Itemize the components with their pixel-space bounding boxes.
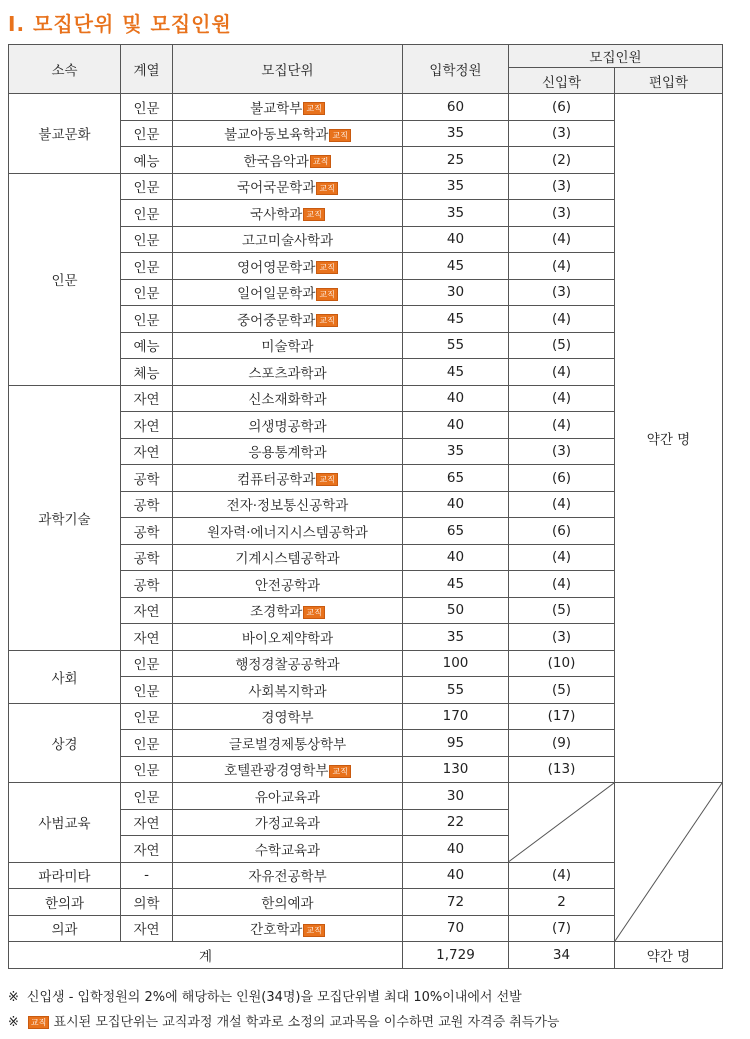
track-cell: 체능 — [121, 359, 173, 386]
unit-cell — [173, 518, 403, 545]
quota-cell: 40 — [403, 491, 509, 518]
diagonal-slash — [509, 783, 614, 862]
unit-cell — [173, 253, 403, 280]
quota-cell: 45 — [403, 359, 509, 386]
unit-cell — [173, 306, 403, 333]
quota-cell: 40 — [403, 412, 509, 439]
new-cell: (3) — [509, 624, 615, 651]
table-row — [9, 94, 723, 121]
new-cell: (4) — [509, 544, 615, 571]
transfer-cell: 약간 명 — [615, 94, 723, 783]
teaching-badge-icon: 교직 — [329, 765, 350, 778]
unit-name: 신소재화학과 — [248, 392, 327, 409]
quota-cell: 130 — [403, 756, 509, 783]
unit-name: 의생명공학과 — [248, 418, 327, 435]
new-cell: (4) — [509, 253, 615, 280]
unit-cell — [173, 438, 403, 465]
header-recruit: 모집인원 — [509, 45, 723, 68]
unit-name: 가정교육과 — [254, 816, 321, 833]
unit-name: 행정경찰공공학과 — [235, 657, 340, 674]
quota-cell: 40 — [403, 836, 509, 863]
note-2-text: 표시된 모집단위는 교직과정 개설 학과로 소정의 교과목을 이수하면 교원 자격증 취득가능 — [53, 1015, 560, 1030]
teaching-badge-icon: 교직 — [316, 182, 337, 195]
quota-cell: 95 — [403, 730, 509, 757]
quota-cell: 45 — [403, 306, 509, 333]
new-cell: 2 — [509, 889, 615, 916]
new-cell: (9) — [509, 730, 615, 757]
new-cell: (3) — [509, 120, 615, 147]
track-cell: 인문 — [121, 756, 173, 783]
quota-cell: 40 — [403, 385, 509, 412]
unit-cell — [173, 703, 403, 730]
diagonal-slash — [615, 783, 722, 941]
new-cell: (13) — [509, 756, 615, 783]
new-cell: (4) — [509, 862, 615, 889]
track-cell: 자연 — [121, 624, 173, 651]
new-cell: (2) — [509, 147, 615, 174]
unit-name: 한국음악과 — [243, 153, 309, 170]
track-cell: 인문 — [121, 94, 173, 121]
new-cell: (6) — [509, 94, 615, 121]
unit-name: 불교학부 — [250, 100, 303, 117]
teaching-badge-icon: 교직 — [28, 1016, 49, 1029]
total-row — [9, 942, 723, 969]
unit-name: 바이오제약학과 — [241, 630, 334, 647]
total-label: 계 — [9, 942, 403, 969]
new-cell: (4) — [509, 571, 615, 598]
affiliation-cell: 과학기술 — [9, 385, 121, 650]
unit-name: 경영학부 — [261, 710, 314, 727]
quota-cell: 40 — [403, 862, 509, 889]
note-mark: ※ — [8, 1015, 19, 1030]
track-cell: 인문 — [121, 253, 173, 280]
unit-cell — [173, 200, 403, 227]
recruitment-table — [8, 44, 723, 969]
track-cell: 인문 — [121, 677, 173, 704]
unit-name: 기계시스템공학과 — [235, 551, 340, 568]
unit-cell — [173, 173, 403, 200]
unit-name: 글로벌경제통상학부 — [228, 736, 347, 753]
new-cell: (3) — [509, 279, 615, 306]
affiliation-cell: 인문 — [9, 173, 121, 385]
track-cell: 예능 — [121, 147, 173, 174]
quota-cell: 65 — [403, 465, 509, 492]
unit-name: 국사학과 — [250, 206, 303, 223]
new-cell: (5) — [509, 597, 615, 624]
track-cell: 공학 — [121, 465, 173, 492]
quota-cell: 40 — [403, 544, 509, 571]
new-cell: (4) — [509, 226, 615, 253]
note-mark: ※ — [8, 990, 19, 1005]
unit-name: 중어중문학과 — [237, 312, 316, 329]
unit-name: 응용통계학과 — [248, 445, 327, 462]
total-new: 34 — [509, 942, 615, 969]
new-cell: (4) — [509, 491, 615, 518]
track-cell: 인문 — [121, 730, 173, 757]
unit-name: 국어국문학과 — [237, 180, 316, 197]
quota-cell: 30 — [403, 279, 509, 306]
new-cell: (10) — [509, 650, 615, 677]
quota-cell: 35 — [403, 173, 509, 200]
track-cell: 인문 — [121, 783, 173, 810]
teaching-badge-icon: 교직 — [303, 208, 324, 221]
new-cell: (5) — [509, 332, 615, 359]
track-cell: 인문 — [121, 306, 173, 333]
unit-name: 스포츠과학과 — [248, 365, 327, 382]
track-cell: 인문 — [121, 226, 173, 253]
teaching-badge-icon: 교직 — [303, 102, 324, 115]
table-row — [9, 783, 723, 810]
header-track: 계열 — [121, 45, 173, 94]
unit-cell — [173, 147, 403, 174]
unit-cell — [173, 783, 403, 810]
unit-cell — [173, 677, 403, 704]
page-title: I. 모집단위 및 모집인원 — [8, 12, 232, 36]
unit-name: 미술학과 — [261, 339, 314, 356]
unit-cell — [173, 120, 403, 147]
quota-cell: 65 — [403, 518, 509, 545]
header-affiliation: 소속 — [9, 45, 121, 94]
unit-cell — [173, 809, 403, 836]
quota-cell: 45 — [403, 571, 509, 598]
unit-name: 원자력·에너지시스템공학과 — [207, 524, 368, 541]
unit-cell — [173, 544, 403, 571]
note-1-text: 신입생 - 입학정원의 2%에 해당하는 인원(34명)을 모집단위별 최대 10%이내에서 선발 — [26, 990, 522, 1005]
new-cell: (4) — [509, 359, 615, 386]
unit-cell — [173, 624, 403, 651]
unit-cell — [173, 226, 403, 253]
unit-name: 컴퓨터공학과 — [237, 471, 316, 488]
track-cell: 인문 — [121, 200, 173, 227]
unit-cell — [173, 412, 403, 439]
quota-cell: 100 — [403, 650, 509, 677]
unit-name: 수학교육과 — [254, 842, 321, 859]
unit-cell — [173, 889, 403, 916]
teaching-badge-icon: 교직 — [316, 314, 337, 327]
affiliation-cell: 사회 — [9, 650, 121, 703]
track-cell: 공학 — [121, 544, 173, 571]
unit-name: 조경학과 — [250, 604, 303, 621]
unit-name: 자유전공학부 — [248, 869, 327, 886]
unit-cell — [173, 332, 403, 359]
header-quota: 입학정원 — [403, 45, 509, 94]
unit-name: 영어영문학과 — [237, 259, 316, 276]
teaching-badge-icon: 교직 — [329, 129, 350, 142]
quota-cell: 70 — [403, 915, 509, 942]
track-cell: 인문 — [121, 650, 173, 677]
quota-cell: 55 — [403, 332, 509, 359]
unit-cell — [173, 465, 403, 492]
track-cell: 인문 — [121, 173, 173, 200]
teaching-badge-icon: 교직 — [303, 606, 324, 619]
affiliation-cell: 상경 — [9, 703, 121, 783]
teaching-badge-icon: 교직 — [316, 473, 337, 486]
transfer-cell-empty — [615, 783, 723, 942]
affiliation-cell: 의과 — [9, 915, 121, 942]
unit-name: 전자·정보통신공학과 — [226, 498, 349, 515]
affiliation-cell: 파라미타 — [9, 862, 121, 889]
new-cell: (3) — [509, 200, 615, 227]
new-cell: (4) — [509, 412, 615, 439]
teaching-badge-icon: 교직 — [310, 155, 331, 168]
header-unit: 모집단위 — [173, 45, 403, 94]
note-2 — [8, 1011, 560, 1030]
track-cell: 공학 — [121, 518, 173, 545]
unit-cell — [173, 571, 403, 598]
track-cell: 예능 — [121, 332, 173, 359]
unit-cell — [173, 836, 403, 863]
new-cell: (4) — [509, 385, 615, 412]
unit-cell — [173, 279, 403, 306]
unit-cell — [173, 597, 403, 624]
teaching-badge-icon: 교직 — [316, 288, 337, 301]
total-quota: 1,729 — [403, 942, 509, 969]
quota-cell: 170 — [403, 703, 509, 730]
quota-cell: 40 — [403, 226, 509, 253]
unit-name: 일어일문학과 — [237, 286, 316, 303]
new-cell: (3) — [509, 438, 615, 465]
track-cell: 자연 — [121, 385, 173, 412]
track-cell: 인문 — [121, 120, 173, 147]
track-cell: 인문 — [121, 703, 173, 730]
track-cell: 자연 — [121, 836, 173, 863]
header-transfer: 편입학 — [615, 68, 723, 94]
unit-name: 안전공학과 — [254, 577, 321, 594]
unit-name: 불교아동보육학과 — [224, 127, 329, 144]
note-1 — [8, 986, 522, 1005]
unit-cell — [173, 862, 403, 889]
new-cell-empty — [509, 783, 615, 863]
track-cell: 자연 — [121, 438, 173, 465]
new-cell: (17) — [509, 703, 615, 730]
new-cell: (5) — [509, 677, 615, 704]
track-cell: 공학 — [121, 571, 173, 598]
track-cell: - — [121, 862, 173, 889]
new-cell: (7) — [509, 915, 615, 942]
new-cell: (4) — [509, 306, 615, 333]
unit-cell — [173, 359, 403, 386]
unit-name: 한의예과 — [261, 895, 314, 912]
new-cell: (6) — [509, 518, 615, 545]
unit-name: 호텔관광경영학부 — [224, 763, 329, 780]
track-cell: 의학 — [121, 889, 173, 916]
unit-cell — [173, 915, 403, 942]
track-cell: 자연 — [121, 915, 173, 942]
quota-cell: 60 — [403, 94, 509, 121]
unit-name: 사회복지학과 — [248, 683, 327, 700]
unit-cell — [173, 491, 403, 518]
table-body — [9, 94, 723, 942]
track-cell: 자연 — [121, 412, 173, 439]
teaching-badge-icon: 교직 — [303, 924, 324, 937]
affiliation-cell: 사범교육 — [9, 783, 121, 863]
unit-cell — [173, 94, 403, 121]
quota-cell: 30 — [403, 783, 509, 810]
total-transfer: 약간 명 — [615, 942, 723, 969]
quota-cell: 35 — [403, 624, 509, 651]
quota-cell: 72 — [403, 889, 509, 916]
unit-cell — [173, 756, 403, 783]
track-cell: 자연 — [121, 597, 173, 624]
quota-cell: 35 — [403, 120, 509, 147]
new-cell: (6) — [509, 465, 615, 492]
quota-cell: 50 — [403, 597, 509, 624]
unit-cell — [173, 730, 403, 757]
quota-cell: 35 — [403, 200, 509, 227]
quota-cell: 35 — [403, 438, 509, 465]
track-cell: 자연 — [121, 809, 173, 836]
quota-cell: 55 — [403, 677, 509, 704]
track-cell: 인문 — [121, 279, 173, 306]
teaching-badge-icon: 교직 — [316, 261, 337, 274]
header-new: 신입학 — [509, 68, 615, 94]
unit-cell — [173, 650, 403, 677]
quota-cell: 45 — [403, 253, 509, 280]
affiliation-cell: 한의과 — [9, 889, 121, 916]
unit-name: 고고미술사학과 — [241, 233, 334, 250]
unit-name: 유아교육과 — [254, 789, 321, 806]
track-cell: 공학 — [121, 491, 173, 518]
new-cell: (3) — [509, 173, 615, 200]
unit-name: 간호학과 — [250, 922, 303, 939]
quota-cell: 25 — [403, 147, 509, 174]
unit-cell — [173, 385, 403, 412]
affiliation-cell: 불교문화 — [9, 94, 121, 174]
quota-cell: 22 — [403, 809, 509, 836]
